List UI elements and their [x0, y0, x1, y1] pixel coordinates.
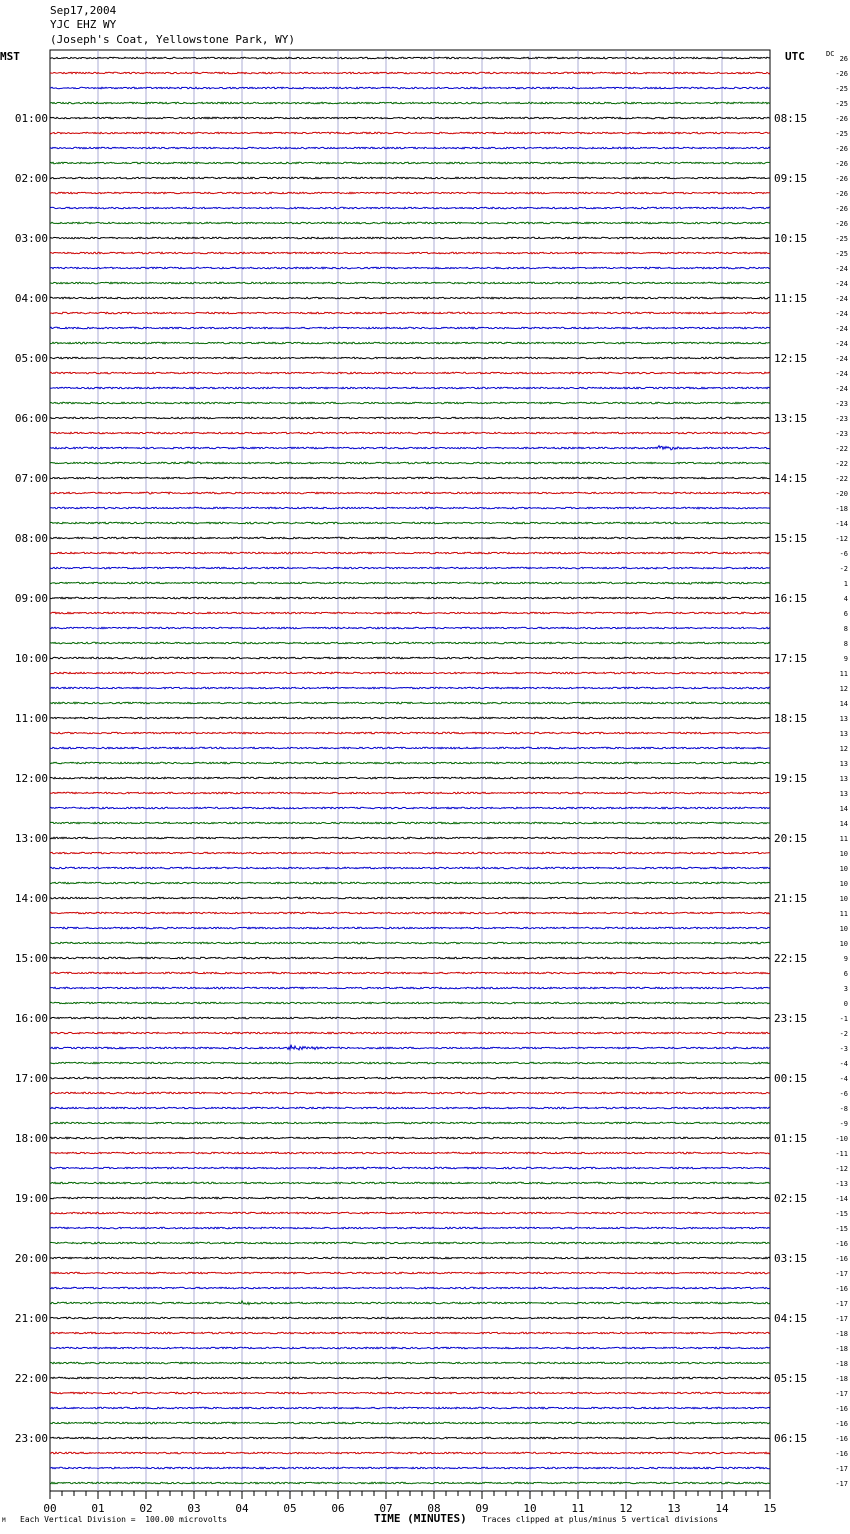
- seismic-trace: [50, 747, 770, 749]
- utc-hour-label: 04:15: [774, 1312, 808, 1325]
- dc-offset-value: -9: [839, 1120, 848, 1128]
- dc-offset-value: -23: [835, 400, 848, 408]
- seismic-trace: [50, 1167, 770, 1169]
- seismic-trace: [50, 552, 770, 554]
- dc-offset-value: -24: [835, 355, 848, 363]
- dc-offset-value: 14: [839, 820, 848, 828]
- utc-hour-label: 20:15: [774, 832, 808, 845]
- seismic-trace: [50, 1017, 770, 1019]
- dc-offset-value: -4: [839, 1075, 848, 1083]
- utc-hour-label: 13:15: [774, 412, 808, 425]
- x-tick-label: 10: [523, 1502, 537, 1515]
- dc-offset-value: -1: [839, 1015, 848, 1023]
- dc-offset-value: -24: [835, 340, 848, 348]
- plot-frame: [50, 50, 770, 1491]
- dc-offset-value: -12: [835, 535, 848, 543]
- seismic-trace: [50, 1347, 770, 1349]
- dc-offset-value: -26: [835, 70, 848, 78]
- seismic-trace: [50, 1137, 770, 1139]
- seismic-trace: [50, 612, 770, 614]
- seismic-trace: [50, 912, 770, 914]
- seismic-trace: [50, 1377, 770, 1379]
- vertical-division-note: Each Vertical Division = 100.00 microvolts: [20, 1515, 228, 1524]
- dc-offset-value: -23: [835, 415, 848, 423]
- dc-offset-value: -16: [835, 1420, 848, 1428]
- dc-offset-value: 13: [839, 730, 848, 738]
- utc-hour-label: 23:15: [774, 1012, 808, 1025]
- seismic-trace: [50, 957, 770, 959]
- dc-offset-value: 12: [839, 745, 848, 753]
- dc-offset-value: 13: [839, 790, 848, 798]
- dc-offset-value: 10: [839, 880, 848, 888]
- seismic-trace: [50, 461, 770, 463]
- dc-offset-value: 6: [843, 970, 848, 978]
- dc-offset-value: -11: [835, 1150, 848, 1158]
- dc-offset-value: 10: [839, 895, 848, 903]
- seismic-trace: [50, 942, 770, 944]
- seismic-trace: [50, 1482, 770, 1484]
- dc-offset-value: -26: [835, 220, 848, 228]
- x-tick-label: 14: [715, 1502, 729, 1515]
- dc-offset-value: 12: [839, 685, 848, 693]
- dc-offset-value: -23: [835, 430, 848, 438]
- dc-offset-value: 3: [843, 985, 848, 993]
- dc-offset-value: -24: [835, 295, 848, 303]
- dc-offset-value: -15: [835, 1225, 848, 1233]
- seismic-trace: [50, 102, 770, 104]
- seismic-trace: [50, 1242, 770, 1244]
- seismic-trace: [50, 1437, 770, 1439]
- dc-offset-value: -25: [835, 235, 848, 243]
- utc-hour-label: 22:15: [774, 952, 808, 965]
- dc-offset-value: -18: [835, 1345, 848, 1353]
- x-tick-label: 09: [475, 1502, 489, 1515]
- mst-hour-label: 20:00: [14, 1252, 48, 1265]
- dc-offset-value: 8: [843, 625, 848, 633]
- x-tick-label: 15: [763, 1502, 777, 1515]
- mst-hour-label: 07:00: [14, 472, 48, 485]
- seismic-trace: [50, 477, 770, 479]
- x-tick-label: 11: [571, 1502, 585, 1515]
- utc-axis-label: UTC: [785, 50, 805, 63]
- seismic-trace: [50, 432, 770, 434]
- mst-hour-label: 13:00: [14, 832, 48, 845]
- dc-offset-value: -13: [835, 1180, 848, 1188]
- dc-offset-value: -26: [835, 190, 848, 198]
- dc-offset-value: -25: [835, 130, 848, 138]
- utc-hour-label: 19:15: [774, 772, 808, 785]
- dc-offset-value: -17: [835, 1465, 848, 1473]
- seismic-trace: [50, 1392, 770, 1394]
- dc-offset-value: 8: [843, 640, 848, 648]
- utc-hour-label: 16:15: [774, 592, 808, 605]
- seismic-trace: [50, 642, 770, 644]
- utc-hour-label: 01:15: [774, 1132, 808, 1145]
- dc-offset-value: -25: [835, 250, 848, 258]
- dc-offset-value: 10: [839, 940, 848, 948]
- dc-offset-value: -24: [835, 370, 848, 378]
- dc-offset-value: 11: [839, 910, 848, 918]
- seismic-trace: [50, 687, 770, 689]
- seismic-trace: [50, 807, 770, 809]
- x-tick-label: 02: [139, 1502, 153, 1515]
- dc-offset-value: -17: [835, 1300, 848, 1308]
- dc-offset-value: -2: [839, 565, 848, 573]
- x-axis-title: TIME (MINUTES): [374, 1512, 467, 1525]
- seismic-trace: [50, 1032, 770, 1034]
- utc-hour-label: 15:15: [774, 532, 808, 545]
- seismic-trace: [50, 507, 770, 509]
- seismic-trace: [50, 657, 770, 659]
- utc-hour-label: 11:15: [774, 292, 808, 305]
- utc-hour-label: 17:15: [774, 652, 808, 665]
- dc-offset-value: -25: [835, 85, 848, 93]
- seismic-trace: [50, 282, 770, 284]
- seismic-trace: [50, 1045, 770, 1050]
- dc-offset-value: -17: [835, 1390, 848, 1398]
- dc-offset-value: 26: [839, 55, 848, 63]
- dc-offset-value: -26: [835, 160, 848, 168]
- dc-offset-value: -8: [839, 1105, 848, 1113]
- x-tick-label: 01: [91, 1502, 105, 1515]
- dc-offset-value: -24: [835, 325, 848, 333]
- utc-hour-label: 05:15: [774, 1372, 808, 1385]
- seismic-trace: [50, 837, 770, 839]
- footer-mark: M: [2, 1517, 6, 1524]
- dc-offset-value: -22: [835, 445, 848, 453]
- seismic-trace: [50, 402, 770, 404]
- dc-offset-value: -20: [835, 490, 848, 498]
- seismic-trace: [50, 627, 770, 629]
- dc-offset-value: -24: [835, 310, 848, 318]
- dc-offset-value: 13: [839, 715, 848, 723]
- dc-offset-value: -14: [835, 1195, 848, 1203]
- dc-offset-value: -26: [835, 205, 848, 213]
- seismic-trace: [50, 252, 770, 254]
- seismic-trace: [50, 1332, 770, 1334]
- seismic-trace: [50, 522, 770, 524]
- seismic-trace: [50, 177, 770, 179]
- dc-offset-value: 4: [843, 595, 848, 603]
- mst-hour-label: 16:00: [14, 1012, 48, 1025]
- dc-offset-value: 13: [839, 760, 848, 768]
- dc-offset-value: -3: [839, 1045, 848, 1053]
- dc-offset-value: -17: [835, 1315, 848, 1323]
- x-tick-label: 05: [283, 1502, 297, 1515]
- seismic-trace: [50, 327, 770, 329]
- seismic-trace: [50, 567, 770, 569]
- dc-offset-value: -16: [835, 1435, 848, 1443]
- seismic-trace: [50, 867, 770, 869]
- dc-offset-value: -24: [835, 265, 848, 273]
- mst-hour-label: 04:00: [14, 292, 48, 305]
- dc-offset-value: 10: [839, 865, 848, 873]
- seismic-trace: [50, 492, 770, 494]
- clipping-note: Traces clipped at plus/minus 5 vertical divisions: [482, 1515, 719, 1524]
- seismic-trace: [50, 57, 770, 59]
- utc-hour-label: 18:15: [774, 712, 808, 725]
- dc-offset-value: 1: [843, 580, 848, 588]
- dc-offset-value: -18: [835, 505, 848, 513]
- dc-offset-value: -16: [835, 1285, 848, 1293]
- seismic-trace: [50, 582, 770, 584]
- mst-hour-label: 01:00: [14, 112, 48, 125]
- seismic-trace: [50, 1257, 770, 1259]
- dc-offset-value: 11: [839, 835, 848, 843]
- dc-offset-value: 13: [839, 775, 848, 783]
- seismic-trace: [50, 357, 770, 359]
- seismic-trace: [50, 132, 770, 134]
- seismic-trace: [50, 1272, 770, 1274]
- seismic-trace: [50, 792, 770, 794]
- seismic-trace: [50, 222, 770, 224]
- seismic-trace: [50, 537, 770, 539]
- mst-hour-label: 10:00: [14, 652, 48, 665]
- mst-hour-label: 11:00: [14, 712, 48, 725]
- x-tick-label: 04: [235, 1502, 249, 1515]
- seismic-trace: [50, 312, 770, 314]
- mst-axis-label: MST: [0, 50, 20, 63]
- seismic-trace: [50, 1212, 770, 1214]
- mst-hour-label: 23:00: [14, 1432, 48, 1445]
- record-date: Sep17,2004: [50, 4, 117, 17]
- mst-hour-label: 09:00: [14, 592, 48, 605]
- mst-hour-label: 14:00: [14, 892, 48, 905]
- seismic-trace: [50, 87, 770, 89]
- dc-offset-value: 6: [843, 610, 848, 618]
- dc-offset-value: -22: [835, 460, 848, 468]
- seismic-trace: [50, 897, 770, 899]
- seismic-trace: [50, 1062, 770, 1064]
- dc-offset-value: -16: [835, 1450, 848, 1458]
- seismic-trace: [50, 717, 770, 719]
- seismic-trace: [50, 1182, 770, 1184]
- dc-offset-value: 10: [839, 925, 848, 933]
- utc-hour-label: 09:15: [774, 172, 808, 185]
- mst-hour-label: 06:00: [14, 412, 48, 425]
- dc-offset-value: -26: [835, 175, 848, 183]
- mst-hour-label: 22:00: [14, 1372, 48, 1385]
- station-code: YJC EHZ WY: [50, 18, 117, 31]
- x-tick-label: 06: [331, 1502, 345, 1515]
- dc-offset-value: -18: [835, 1375, 848, 1383]
- seismic-trace: [50, 237, 770, 239]
- seismic-trace: [50, 147, 770, 149]
- utc-hour-label: 14:15: [774, 472, 808, 485]
- mst-hour-label: 17:00: [14, 1072, 48, 1085]
- seismic-trace: [50, 597, 770, 599]
- seismic-trace: [50, 762, 770, 764]
- seismic-trace: [50, 1317, 770, 1319]
- dc-offset-value: -2: [839, 1030, 848, 1038]
- mst-hour-label: 03:00: [14, 232, 48, 245]
- seismic-trace: [50, 342, 770, 344]
- dc-offset-value: 0: [843, 1000, 848, 1008]
- seismic-trace: [50, 417, 770, 419]
- dc-offset-value: 14: [839, 805, 848, 813]
- x-tick-label: 00: [43, 1502, 57, 1515]
- dc-offset-value: -12: [835, 1165, 848, 1173]
- mst-hour-label: 21:00: [14, 1312, 48, 1325]
- seismic-trace: [50, 1077, 770, 1079]
- seismic-trace: [50, 1152, 770, 1154]
- seismic-trace: [50, 1092, 770, 1094]
- utc-hour-label: 00:15: [774, 1072, 808, 1085]
- dc-offset-value: -26: [835, 145, 848, 153]
- utc-hour-label: 08:15: [774, 112, 808, 125]
- seismic-trace: [50, 1422, 770, 1424]
- dc-offset-value: -18: [835, 1330, 848, 1338]
- dc-offset-value: -16: [835, 1240, 848, 1248]
- seismic-trace: [50, 702, 770, 704]
- dc-offset-value: -24: [835, 385, 848, 393]
- seismic-trace: [50, 732, 770, 734]
- seismic-trace: [50, 1122, 770, 1124]
- seismic-trace: [50, 1362, 770, 1364]
- dc-offset-value: -16: [835, 1405, 848, 1413]
- utc-hour-label: 12:15: [774, 352, 808, 365]
- mst-hour-label: 19:00: [14, 1192, 48, 1205]
- seismic-trace: [50, 972, 770, 974]
- dc-offset-value: -24: [835, 280, 848, 288]
- dc-offset-value: -22: [835, 475, 848, 483]
- dc-offset-value: -17: [835, 1270, 848, 1278]
- mst-hour-label: 08:00: [14, 532, 48, 545]
- seismic-trace: [50, 1301, 770, 1305]
- dc-offset-value: -4: [839, 1060, 848, 1068]
- dc-offset-value: -15: [835, 1210, 848, 1218]
- dc-offset-value: 14: [839, 700, 848, 708]
- seismic-trace: [50, 72, 770, 74]
- utc-hour-label: 03:15: [774, 1252, 808, 1265]
- dc-offset-value: -16: [835, 1255, 848, 1263]
- seismic-trace: [50, 267, 770, 269]
- seismic-trace: [50, 987, 770, 989]
- utc-hour-label: 02:15: [774, 1192, 808, 1205]
- seismic-trace: [50, 927, 770, 929]
- x-tick-label: 07: [379, 1502, 393, 1515]
- dc-offset-value: 9: [843, 955, 848, 963]
- utc-hour-label: 06:15: [774, 1432, 808, 1445]
- seismic-trace: [50, 1107, 770, 1109]
- dc-offset-value: -6: [839, 550, 848, 558]
- dc-offset-value: -18: [835, 1360, 848, 1368]
- utc-hour-label: 10:15: [774, 232, 808, 245]
- seismic-trace: [50, 297, 770, 299]
- mst-hour-label: 05:00: [14, 352, 48, 365]
- dc-offset-value: -26: [835, 115, 848, 123]
- mst-hour-label: 12:00: [14, 772, 48, 785]
- dc-offset-value: 11: [839, 670, 848, 678]
- seismic-trace: [50, 1227, 770, 1229]
- seismic-trace: [50, 1197, 770, 1199]
- seismic-trace: [50, 372, 770, 374]
- seismic-trace: [50, 192, 770, 194]
- mst-hour-label: 15:00: [14, 952, 48, 965]
- seismic-trace: [50, 1407, 770, 1409]
- seismic-trace: [50, 777, 770, 779]
- station-location: (Joseph's Coat, Yellowstone Park, WY): [50, 33, 296, 46]
- dc-offset-value: -6: [839, 1090, 848, 1098]
- seismic-trace: [50, 822, 770, 824]
- utc-hour-label: 21:15: [774, 892, 808, 905]
- x-tick-label: 12: [619, 1502, 633, 1515]
- seismic-trace: [50, 1287, 770, 1289]
- seismic-trace: [50, 446, 770, 450]
- seismic-trace: [50, 672, 770, 674]
- dc-offset-value: 10: [839, 850, 848, 858]
- seismic-trace: [50, 852, 770, 854]
- mst-hour-label: 02:00: [14, 172, 48, 185]
- x-tick-label: 03: [187, 1502, 201, 1515]
- seismic-trace: [50, 882, 770, 884]
- dc-offset-value: 9: [843, 655, 848, 663]
- seismic-trace: [50, 1452, 770, 1454]
- dc-offset-value: -14: [835, 520, 848, 528]
- seismic-trace: [50, 1002, 770, 1004]
- seismic-trace: [50, 1467, 770, 1469]
- dc-offset-value: -17: [835, 1480, 848, 1488]
- dc-offset-value: -25: [835, 100, 848, 108]
- dc-offset-value: -10: [835, 1135, 848, 1143]
- seismic-trace: [50, 207, 770, 209]
- x-tick-label: 13: [667, 1502, 681, 1515]
- seismic-trace: [50, 387, 770, 389]
- seismic-trace: [50, 117, 770, 119]
- mst-hour-label: 18:00: [14, 1132, 48, 1145]
- dc-offset-label: DC: [826, 50, 835, 58]
- x-tick-label: 08: [427, 1502, 441, 1515]
- seismic-trace: [50, 162, 770, 164]
